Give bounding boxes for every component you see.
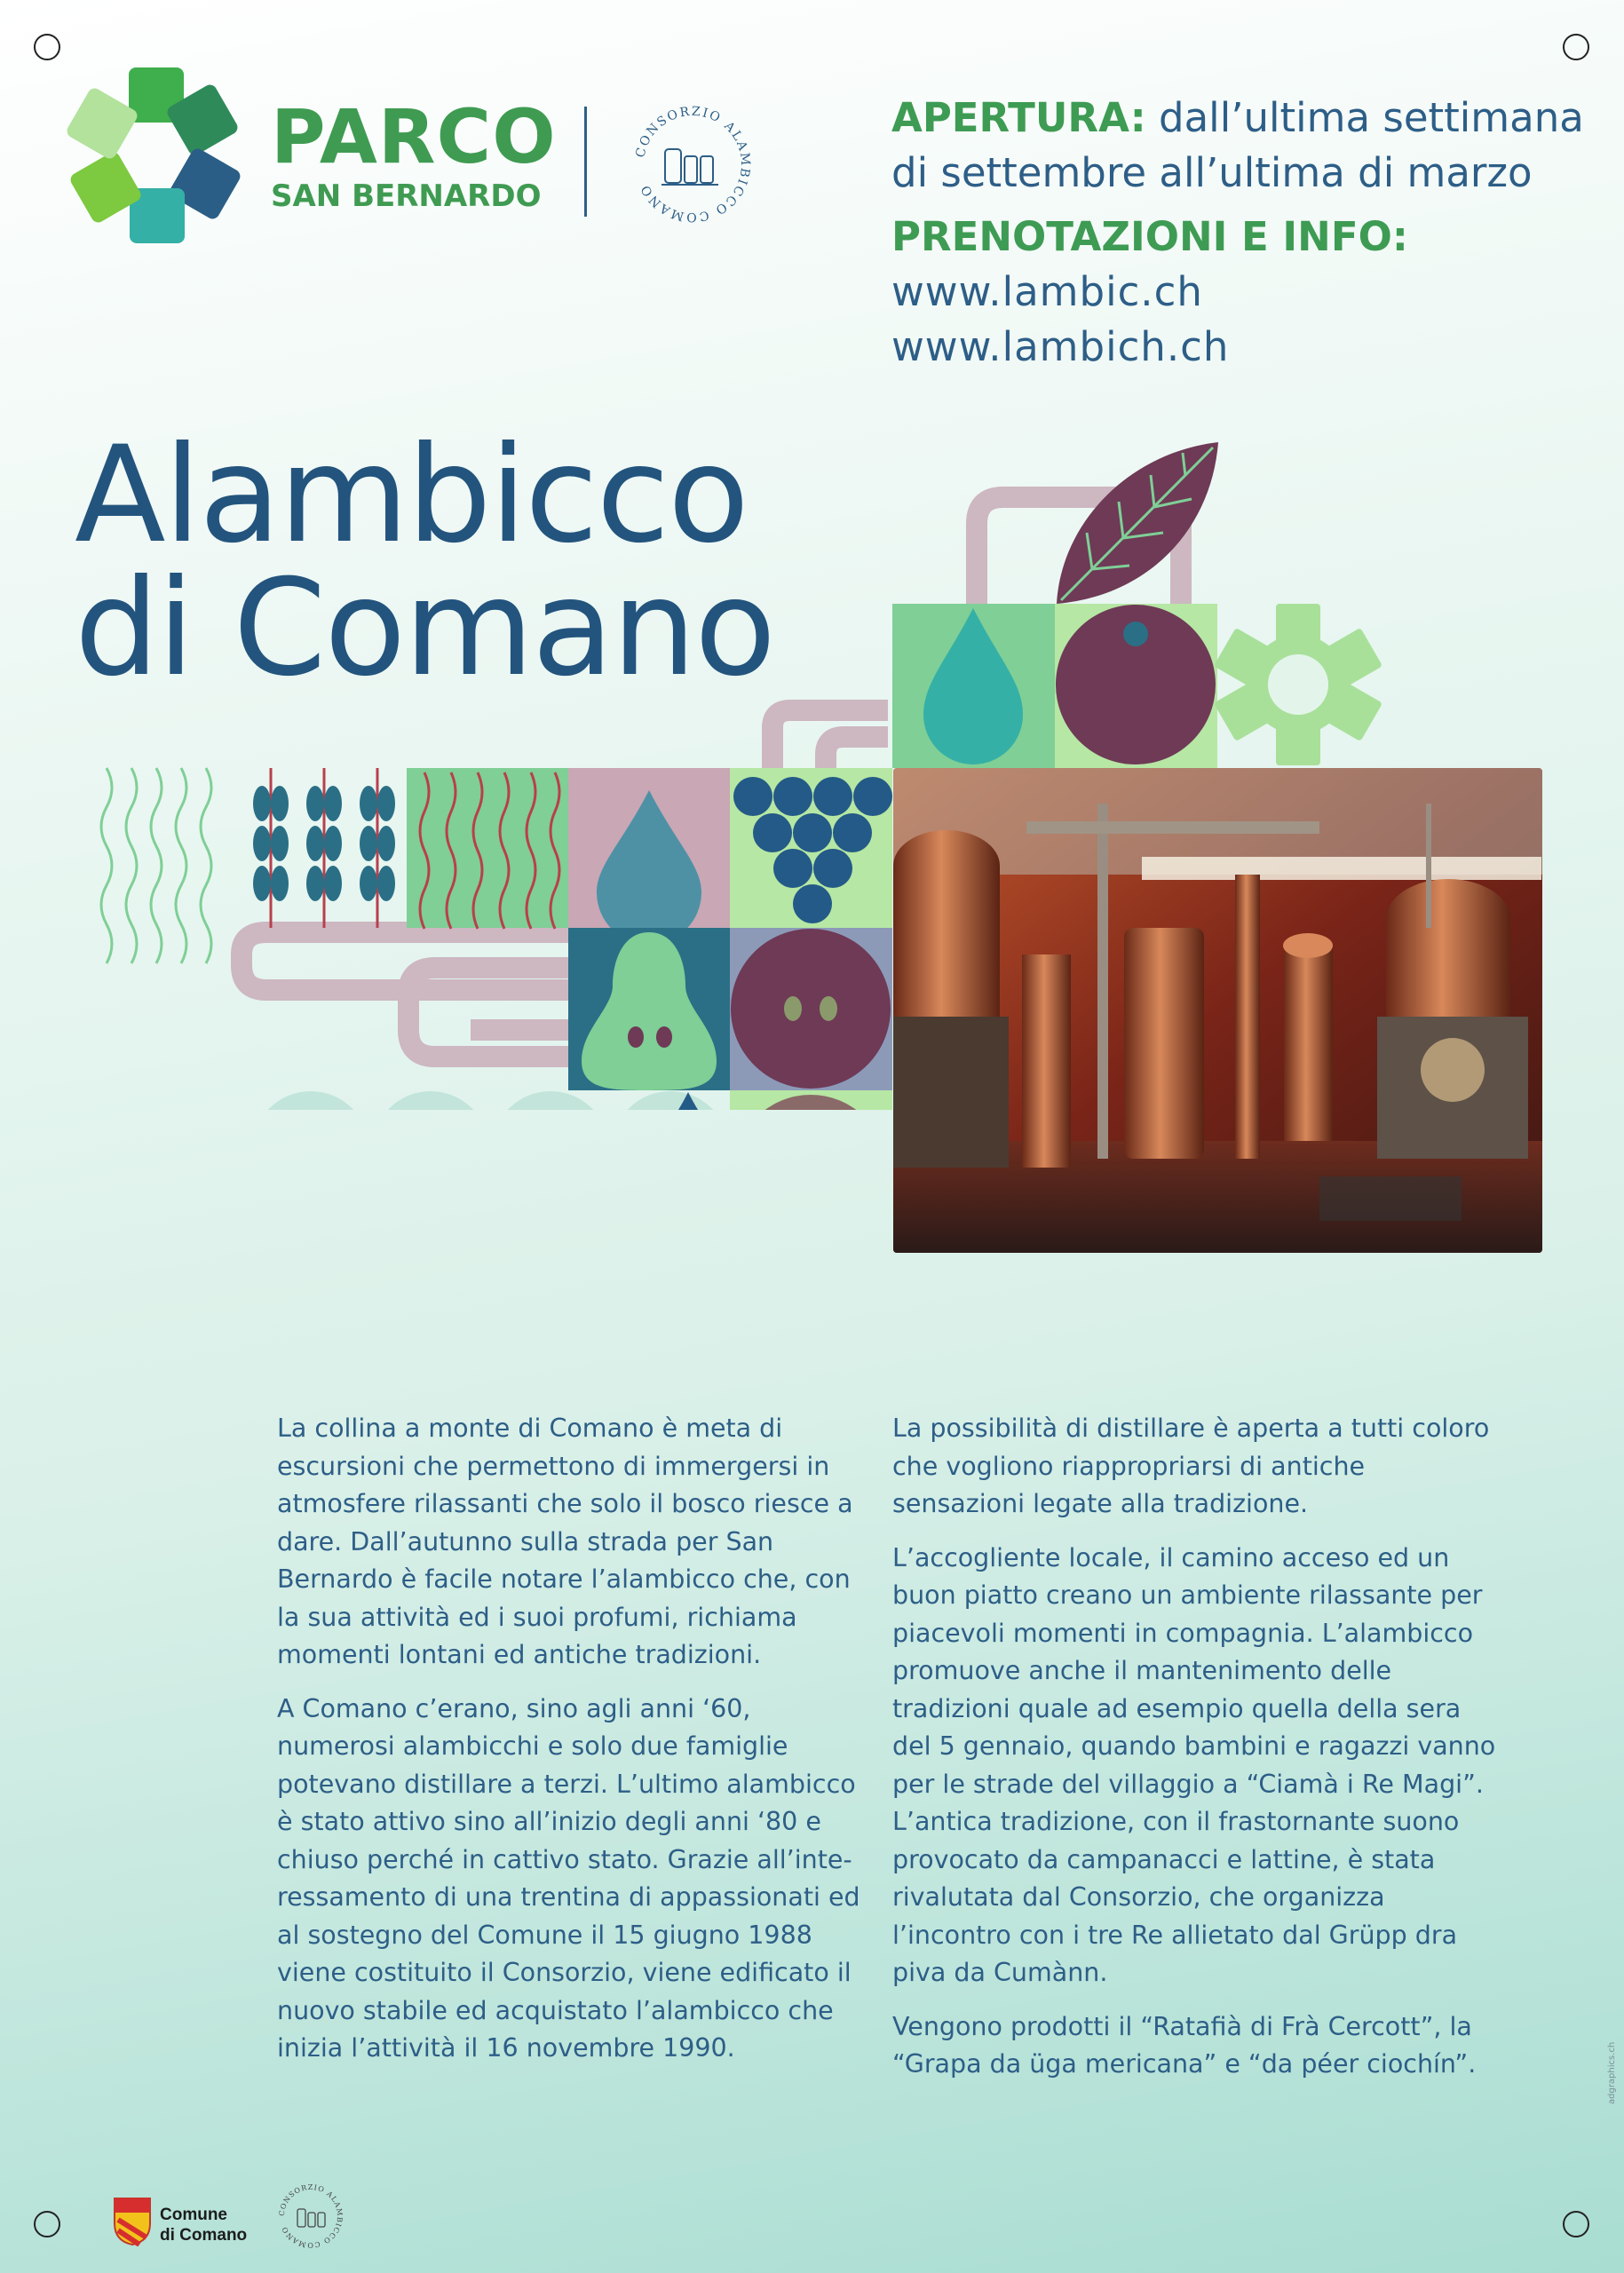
booking-label: PRENOTAZIONI E INFO: bbox=[891, 213, 1408, 260]
apple-half-icon bbox=[731, 929, 891, 1089]
paragraph-products: Vengono prodotti il “Ratafià di Frà Cercott”, la “Grapa da üga mericana” e “da péer ciochín”. bbox=[892, 2011, 1477, 2079]
distillery-photo bbox=[893, 768, 1542, 1253]
pale-circles bbox=[252, 1091, 729, 1110]
paragraph-access: La possibilità di distillare è aperta a tutti coloro che vogliono riappropriarsi di antiche sensazioni legate alla tradizione. bbox=[892, 1414, 1490, 1518]
park-subtitle: SAN BERNARDO bbox=[271, 178, 542, 214]
opening-text-1: dall’ultima settimana bbox=[1159, 94, 1584, 141]
body-column-left bbox=[277, 1410, 867, 2084]
comune-coat-of-arms-icon bbox=[113, 2197, 152, 2246]
url-lambic[interactable]: www.lambic.ch bbox=[891, 268, 1203, 315]
park-title: PARCO bbox=[271, 93, 557, 180]
design-credit: adgraphics.ch bbox=[1607, 2041, 1617, 2104]
paragraph-intro: La collina a monte di Comano è meta di escursioni che permettono di immergersi in atmosfere rilassanti che solo il bosco riesce a dare. Dall’autunno sulla strada per San Bernardo è facile notare l’alambicco che, con la sua attività ed i suoi profumi, richiama momenti lontani ed antiche tradizioni. bbox=[277, 1414, 853, 1669]
consorzio-seal-small bbox=[275, 2181, 346, 2252]
wavy-lines bbox=[101, 768, 211, 963]
alambicco-seal-small-icon bbox=[275, 2181, 346, 2252]
opening-text-2: di settembre all’ultima di marzo bbox=[891, 149, 1533, 196]
seal-small-text: CONSORZIO ALAMBICCO COMANO bbox=[277, 2183, 345, 2250]
comune-name bbox=[160, 2205, 247, 2245]
comune-line-1: Comune bbox=[160, 2206, 227, 2224]
body-column-right bbox=[892, 1410, 1496, 2100]
grommet-bottom-left bbox=[34, 2211, 60, 2237]
title-line-2: di Comano bbox=[75, 551, 774, 706]
opening-label: APERTURA: bbox=[891, 94, 1146, 141]
wheat-icon bbox=[253, 768, 395, 928]
paragraph-tradition: L’accogliente locale, il camino acceso ed un buon piatto creano un ambiente rilassante per piacevoli momenti in compagnia. L’alambicco promuove anche il mantenimento delle tradizioni quale ad esempio quella della sera del 5 gennaio, quando bambini e ragazzi vanno per le strade del villaggio a “Ciamà i Re Magi”. L’antica tradizione, con il frastornante suono provocato da campanacci e lattine, è stata rivalutata dal Consorzio, che organizza l’incontro con i tre Re allietato dal Grüpp dra piva da Cumànn. bbox=[892, 1542, 1496, 1987]
still-photo-illustration bbox=[893, 768, 1542, 1253]
url-lambich[interactable]: www.lambich.ch bbox=[891, 323, 1230, 370]
grommet-bottom-right bbox=[1563, 2211, 1589, 2237]
paragraph-history: A Comano c’erano, sino agli anni ‘60, numerosi alambicchi e solo due famiglie potevano distillare a terzi. L’ultimo alambicco è stato attivo sino all’inizio degli anni ‘80 e chiuso perché in cattivo stato. Grazie all’inte-ressamento di una trentina di appassionati ed al sostegno del Comune il 15 giugno 1988 viene costituito il Consorzio, viene edificato il nuovo stabile ed acquistato l’alambicco che inizia l’attività il 16 novembre 1990. bbox=[277, 1693, 860, 2063]
comune-line-2: di Comano bbox=[160, 2226, 248, 2245]
green-wave-tile bbox=[407, 768, 568, 928]
comune-logo bbox=[113, 2197, 152, 2246]
seal-text: CONSORZIO ALAMBICCO COMANO bbox=[633, 104, 753, 225]
title-line-1: Alambicco bbox=[75, 418, 748, 573]
svg-text:CONSORZIO ALAMBICCO COMANO bbox=[278, 2183, 344, 2249]
